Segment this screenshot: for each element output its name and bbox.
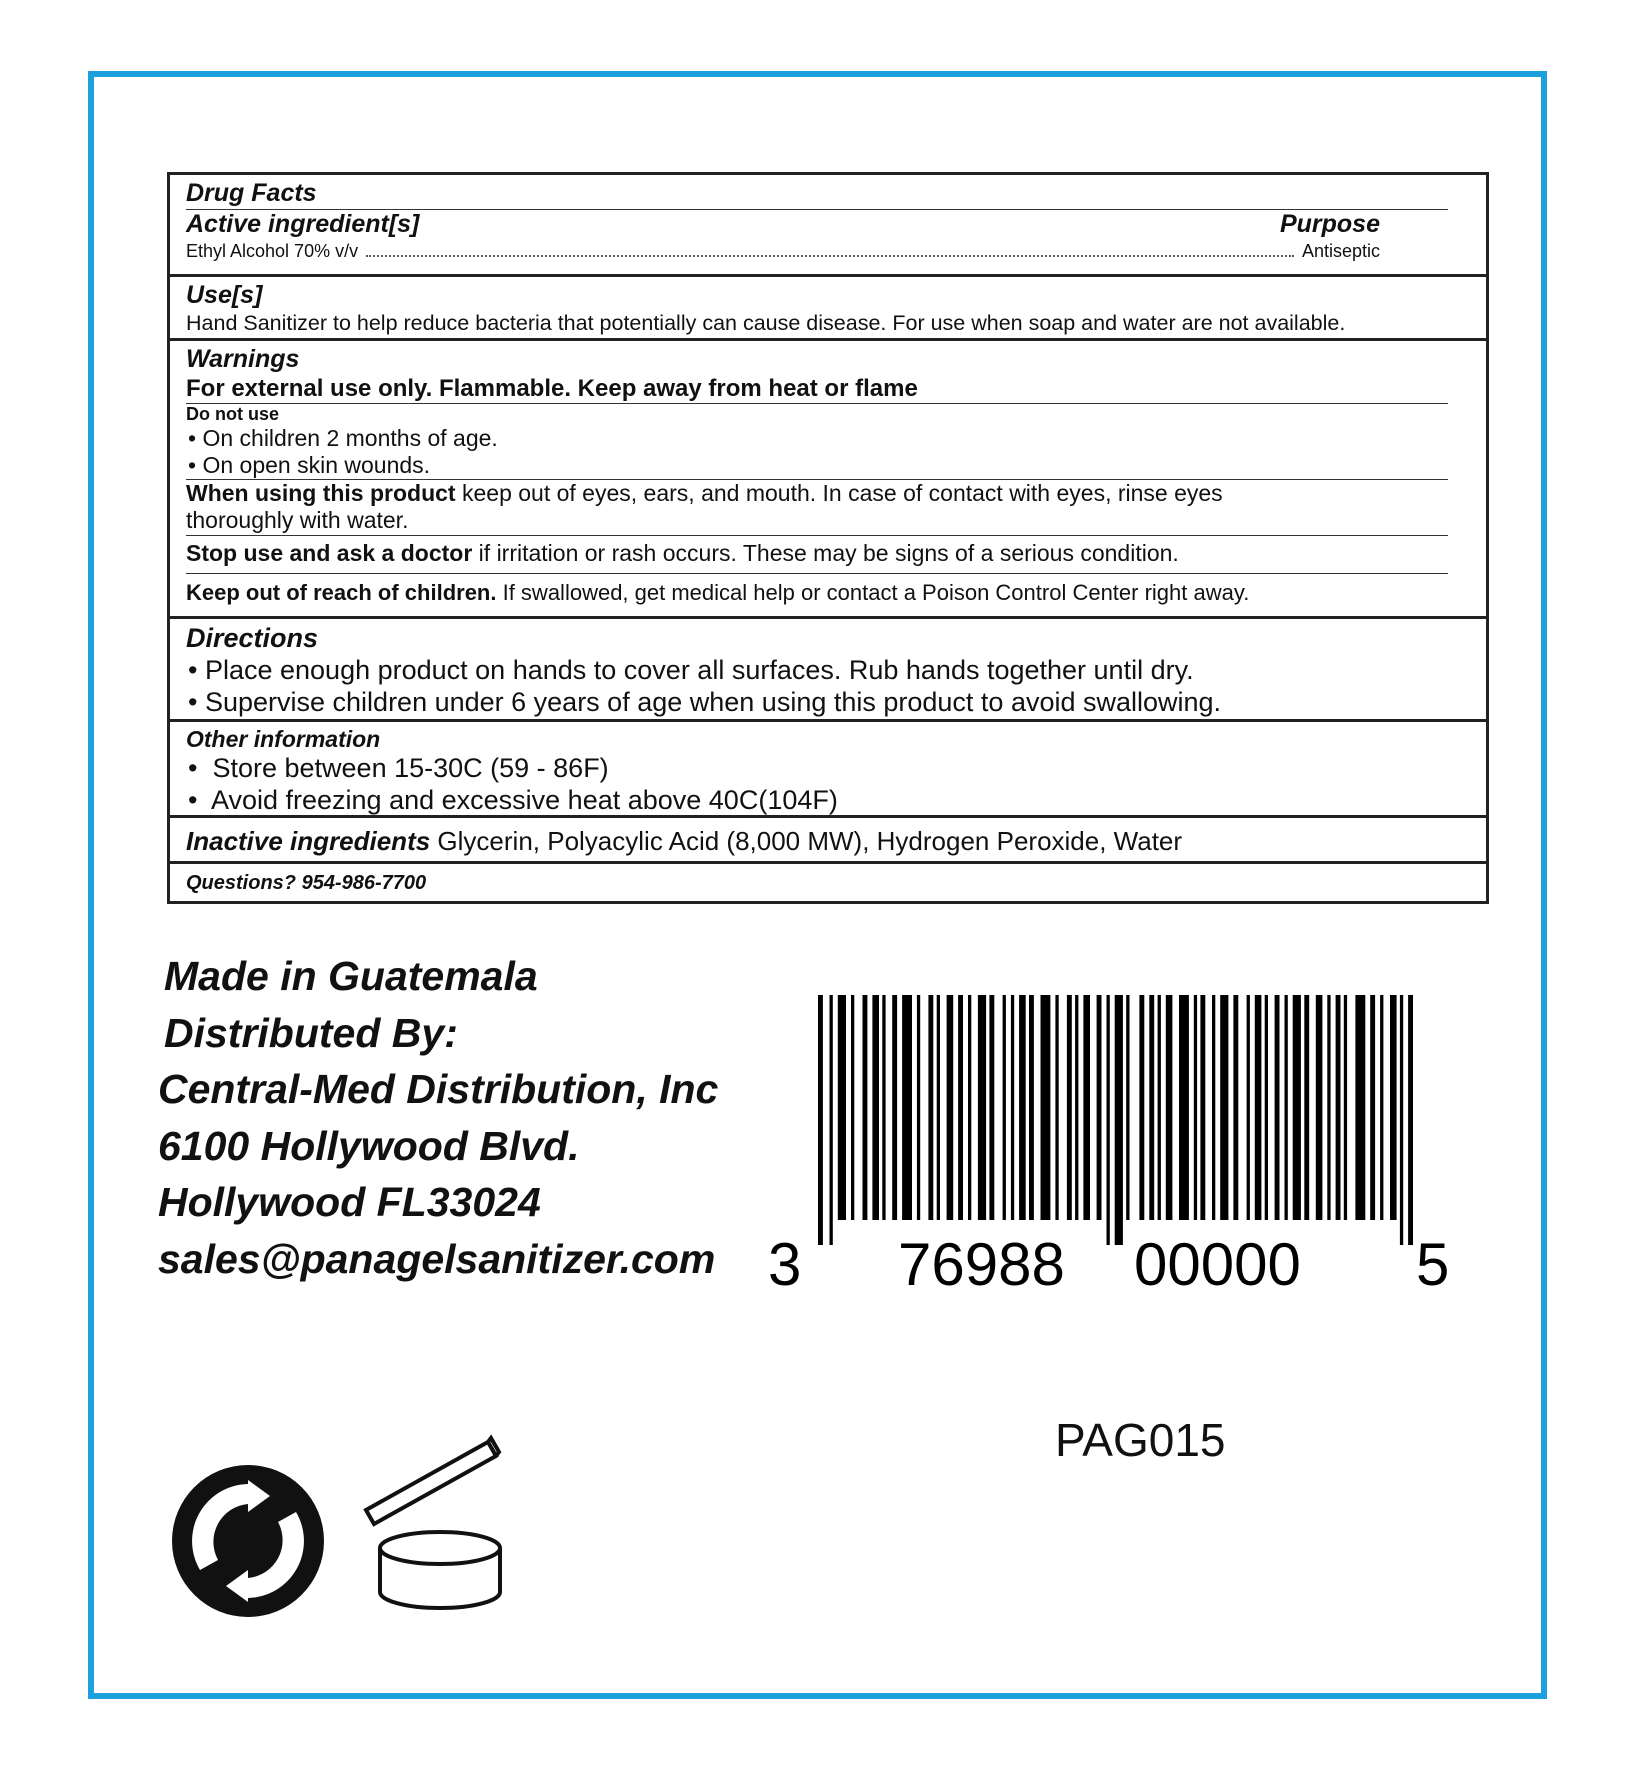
barcode-bar	[1344, 995, 1347, 1220]
barcode-bar	[1041, 995, 1051, 1220]
inactive-ingredients-text: Glycerin, Polyacylic Acid (8,000 MW), Hydrogen Peroxide, Water	[437, 826, 1183, 856]
barcode-bar	[1247, 995, 1250, 1220]
barcode-bar	[1336, 995, 1341, 1220]
barcode-bar	[1408, 995, 1413, 1245]
leader-dots	[366, 255, 1294, 257]
questions-section	[170, 864, 1486, 904]
green-dot-recycle-icon	[170, 1462, 326, 1620]
purpose-heading: Purpose	[1279, 209, 1380, 238]
barcode-bar	[989, 995, 994, 1220]
company-info	[158, 948, 718, 1287]
product-code: PAG015	[1055, 1414, 1226, 1466]
barcode-bar	[1166, 995, 1173, 1220]
barcode-bar	[1355, 995, 1365, 1220]
barcode-bar	[1097, 995, 1102, 1220]
barcode-bar	[892, 995, 897, 1220]
barcode-bar	[1139, 995, 1144, 1220]
barcode-bar	[1003, 995, 1006, 1220]
company-email: sales@panagelsanitizer.com	[158, 1235, 716, 1282]
barcode-bar	[978, 995, 986, 1220]
barcode-bar	[1316, 995, 1323, 1220]
barcode-bar	[1011, 995, 1014, 1220]
barcode-bar	[838, 995, 846, 1220]
warnings-main: For external use only. Flammable. Keep away from heat or flame	[186, 375, 1448, 404]
made-in: Made in Guatemala	[164, 953, 538, 999]
barcode-bar	[1067, 995, 1072, 1220]
active-ingredient-name: Ethyl Alcohol 70% v/v	[186, 241, 359, 261]
barcode-bar	[872, 995, 879, 1220]
warnings-heading: Warnings	[186, 345, 300, 373]
barcode-bar	[968, 995, 971, 1220]
barcode	[758, 995, 1468, 1300]
barcode-group-1: 76988	[898, 1231, 1065, 1298]
barcode-bar	[917, 995, 920, 1220]
barcode-bar	[1380, 995, 1383, 1220]
other-information-heading: Other information	[186, 726, 381, 752]
barcode-bar	[1115, 995, 1123, 1245]
uses-text: Hand Sanitizer to help reduce bacteria that potentially can cause disease. For use when soap and water are not available.	[186, 310, 1346, 335]
barcode-digit-left: 3	[768, 1231, 802, 1298]
other-information-section	[170, 722, 1486, 818]
barcode-bar	[1275, 995, 1280, 1220]
company-address-2: Hollywood FL33024	[158, 1179, 541, 1226]
company-address-1: 6100 Hollywood Blvd.	[158, 1122, 580, 1169]
directions-heading: Directions	[186, 623, 319, 653]
barcode-bar	[851, 995, 854, 1220]
barcode-bar	[863, 995, 868, 1220]
do-not-use-item: • On open skin wounds.	[186, 452, 1448, 480]
barcode-bar	[958, 995, 963, 1220]
other-information-item: • Store between 15-30C (59 - 86F)	[188, 753, 609, 784]
barcode-bar	[1233, 995, 1238, 1220]
do-not-use-item: • On children 2 months of age.	[188, 425, 498, 452]
barcode-bar	[1029, 995, 1034, 1220]
distributed-by: Distributed By:	[164, 1009, 458, 1056]
active-ingredient-heading: Active ingredient[s]	[186, 209, 420, 238]
barcode-bar	[1285, 995, 1288, 1220]
barcode-bar	[1055, 995, 1058, 1220]
company-name: Central-Med Distribution, Inc	[158, 1066, 719, 1113]
inactive-ingredients-heading: Inactive ingredients	[186, 826, 431, 856]
active-ingredient-purpose: Antiseptic	[1301, 241, 1380, 261]
barcode-bar	[1200, 995, 1205, 1220]
barcode-bar	[928, 995, 933, 1220]
stop-use-warning: Stop use and ask a doctor if irritation or rash occurs. These may be signs of a serious condition.	[186, 536, 1448, 574]
barcode-bar	[1019, 995, 1026, 1220]
do-not-use-heading: Do not use	[186, 403, 279, 424]
barcode-bar	[1083, 995, 1090, 1220]
barcode-bar	[1400, 995, 1403, 1245]
inactive-ingredients-section	[170, 818, 1486, 864]
barcode-bar	[1327, 995, 1330, 1220]
when-using-warning: When using this product keep out of eyes, ears, and mouth. In case of contact with eyes, rinse eyes thoroughly with water.	[186, 480, 1448, 535]
barcode-bar	[1107, 995, 1110, 1245]
barcode-bar	[818, 995, 823, 1245]
keep-out-warning: Keep out of reach of children. If swallowed, get medical help or contact a Poison Control Center right away.	[186, 579, 1250, 605]
barcode-bar	[1075, 995, 1078, 1220]
barcode-digit-right: 5	[1416, 1231, 1450, 1298]
directions-section	[170, 619, 1486, 722]
questions-phone: Questions? 954-986-7700	[186, 872, 427, 894]
barcode-bar	[1212, 995, 1215, 1220]
drug-facts-panel	[167, 172, 1489, 904]
uses-heading: Use[s]	[186, 281, 263, 309]
uses-section	[170, 277, 1486, 341]
active-ingredient-section	[170, 175, 1486, 277]
barcode-bar	[1370, 995, 1375, 1220]
barcode-bar	[1293, 995, 1301, 1220]
barcode-group-2: 00000	[1134, 1231, 1301, 1298]
barcode-bar	[1220, 995, 1228, 1220]
barcode-bar	[830, 995, 833, 1245]
barcode-bar	[947, 995, 954, 1220]
other-information-item: • Avoid freezing and excessive heat above 40C(104F)	[188, 784, 838, 815]
barcode-bar	[1390, 995, 1397, 1220]
directions-item: • Supervise children under 6 years of age when using this product to avoid swallowing.	[188, 686, 1222, 717]
barcode-bar	[882, 995, 885, 1220]
barcode-bar	[1194, 995, 1197, 1220]
barcode-bar	[902, 995, 912, 1220]
drug-facts-title: Drug Facts	[186, 175, 1448, 210]
barcode-bar	[1126, 995, 1129, 1220]
directions-item: • Place enough product on hands to cover all surfaces. Rub hands together until dry.	[188, 654, 1194, 685]
barcode-bar	[1255, 995, 1262, 1220]
barcode-bar	[1265, 995, 1268, 1220]
barcode-bar	[1158, 995, 1161, 1220]
barcode-bar	[1304, 995, 1309, 1220]
warnings-section	[170, 341, 1486, 619]
period-after-opening-jar-icon	[360, 1432, 520, 1612]
barcode-bar	[1179, 995, 1189, 1220]
barcode-bar	[1149, 995, 1154, 1220]
barcode-bar	[937, 995, 940, 1220]
